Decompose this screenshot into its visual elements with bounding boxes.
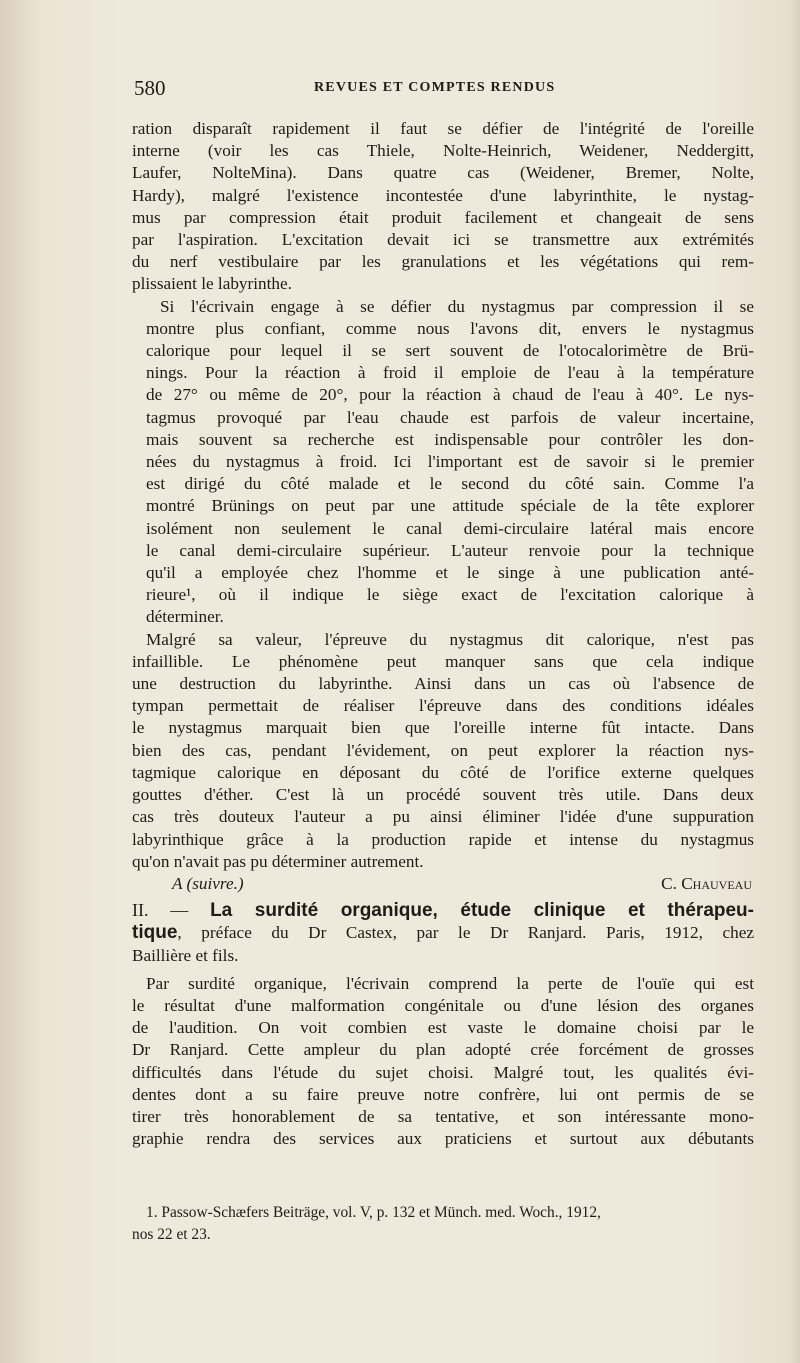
footnote (132, 1202, 754, 1246)
text-line: de 27° ou même de 20°, pour la réaction à chaud de l'eau à 40°. Le nys- (146, 385, 754, 405)
book-details: , préface du Dr Castex, par le Dr Ranjard. Paris, 1912, chez (177, 923, 754, 943)
text-line: le nystagmus marquait bien que l'oreille interne fût intacte. Dans (132, 718, 754, 738)
text-line: Par surdité organique, l'écrivain comprend la perte de l'ouïe qui est (146, 973, 754, 993)
text-line: cas très douteux l'auteur a pu ainsi éliminer l'idée d'une suppuration (132, 807, 754, 827)
text-line: isolément non seulement le canal demi-circulaire latéral mais encore (146, 518, 754, 538)
text-line: de l'audition. On voit combien est vaste le domaine choisi par le (132, 1018, 754, 1038)
text-line: montré Brünings on peut par une attitude spéciale de la tête explorer (146, 496, 754, 516)
text-line: Si l'écrivain engage à se défier du nystagmus par compression il se (160, 296, 754, 316)
section-heading-line (132, 899, 754, 922)
text-line: dentes dont a su faire preuve notre confrère, lui ont permis de se (132, 1084, 754, 1104)
section-number: II. — (132, 900, 211, 921)
text-line: qu'on n'avait pas pu déterminer autrement. (132, 851, 424, 871)
text-line: interne (voir les cas Thiele, Nolte-Heinrich, Weidener, Neddergitt, (132, 141, 754, 161)
signature-line (132, 873, 754, 895)
text-line: ration disparaît rapidement il faut se défier de l'intégrité de l'oreille (132, 119, 754, 138)
paragraph-1 (132, 118, 754, 296)
text-line: Hardy), malgré l'existence incontestée d'une labyrinthite, le nystag- (132, 185, 754, 205)
text-line: est dirigé du côté malade et le second du côté sain. Comme l'a (146, 474, 754, 494)
text-line: le canal demi-circulaire supérieur. L'auteur renvoie pour la technique (146, 540, 754, 560)
text-line: bien des cas, pendant l'évidement, on peut explorer la réaction nys- (132, 740, 754, 760)
text-line: tagmique calorique en déposant du côté de l'orifice externe quelques (132, 762, 754, 782)
text-line: par l'aspiration. L'excitation devait ici se transmettre aux extrémités (132, 230, 754, 250)
review-author: C. Chauveau (661, 873, 752, 893)
section-heading-line (132, 922, 754, 944)
text-line: gouttes d'éther. C'est là un procédé souvent très utile. Dans deux (132, 785, 754, 805)
text-line: nées du nystagmus à froid. Ici l'important est de savoir si le premier (146, 452, 754, 472)
book-title-end: tique (132, 922, 178, 944)
body-text (132, 118, 754, 1150)
text-line: montre plus confiant, comme nous l'avons dit, envers le nystagmus (146, 318, 754, 338)
text-line: Malgré sa valeur, l'épreuve du nystagmus dit calorique, n'est pas (146, 629, 754, 649)
section-2-heading (132, 899, 754, 967)
text-line: Dr Ranjard. Cette ampleur du plan adopté crée forcément de grosses (132, 1040, 754, 1060)
text-line: plissaient le labyrinthe. (132, 274, 292, 294)
footnote-line: 1. Passow-Schæfers Beiträge, vol. V, p. 132 et Münch. med. Woch., 1912, (146, 1204, 601, 1221)
text-line: difficultés dans l'étude du sujet choisi. Malgré tout, les qualités évi- (132, 1062, 754, 1082)
text-line: Laufer, NolteMina). Dans quatre cas (Weidener, Bremer, Nolte, (132, 163, 754, 183)
text-line: déterminer. (146, 607, 224, 627)
text-line: mus par compression était produit facilement et changeait de sens (132, 207, 754, 227)
paragraph-2 (132, 296, 754, 629)
text-line: le résultat d'une malformation congénitale ou d'une lésion des organes (132, 995, 754, 1015)
text-line: tirer très honorablement de sa tentative, et son intéressante mono- (132, 1106, 754, 1126)
publisher: Baillière et fils. (132, 945, 239, 965)
running-head: REVUES ET COMPTES RENDUS (314, 80, 556, 95)
paragraph-4 (132, 973, 754, 1151)
text-line: rieure¹, où il indique le siège exact de l'excitation calorique à (146, 585, 754, 605)
page-header (134, 76, 720, 104)
text-line: une destruction du labyrinthe. Ainsi dans un cas où l'absence de (132, 674, 754, 694)
text-line: tagmus provoqué par l'eau chaude est parfois de valeur incertaine, (146, 407, 754, 427)
text-line: qu'il a employée chez l'homme et le singe à une publication anté- (146, 563, 754, 583)
text-line: calorique pour lequel il se sert souvent de l'otocalorimètre de Brü- (146, 341, 754, 361)
to-be-continued: A (suivre.) (172, 873, 244, 893)
text-line: nings. Pour la réaction à froid il emploie de l'eau à la température (146, 363, 754, 383)
text-line: graphie rendra des services aux praticiens et surtout aux débutants (132, 1129, 754, 1149)
page-number: 580 (134, 76, 166, 100)
paragraph-3 (132, 629, 754, 873)
book-title: La surdité organique, étude clinique et thérapeu- (210, 900, 754, 922)
text-line: labyrinthique grâce à la production rapide et intense du nystagmus (132, 829, 754, 849)
text-line: infaillible. Le phénomène peut manquer sans que cela indique (132, 651, 754, 671)
text-line: tympan permettait de réaliser l'épreuve dans des conditions idéales (132, 696, 754, 716)
footnote-line: nos 22 et 23. (132, 1226, 211, 1243)
text-line: mais souvent sa recherche est indispensable pour contrôler les don- (146, 429, 754, 449)
text-line: du nerf vestibulaire par les granulations et les végétations qui rem- (132, 252, 754, 272)
